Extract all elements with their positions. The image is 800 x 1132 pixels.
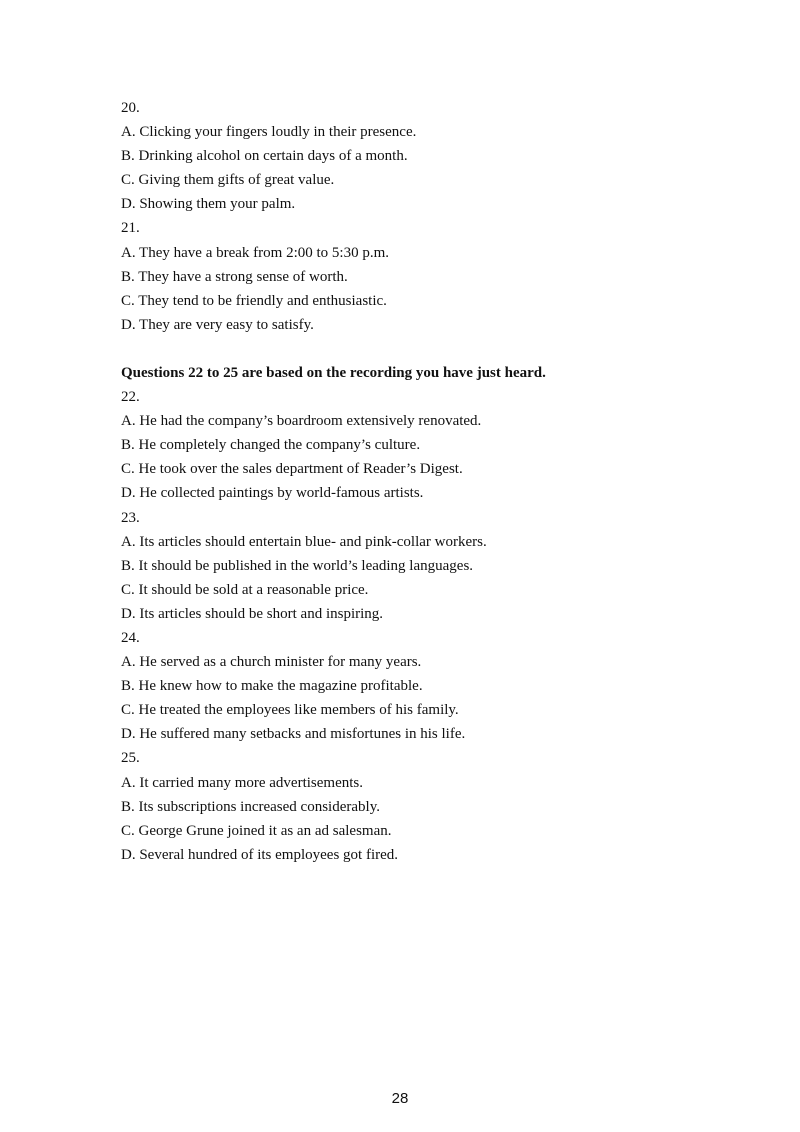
page-number: 28 bbox=[391, 1090, 409, 1107]
page-content bbox=[121, 96, 721, 867]
option-c: C. He took over the sales department of Reader’s Digest. bbox=[121, 461, 463, 478]
question-25 bbox=[121, 746, 721, 866]
question-number: 25. bbox=[121, 750, 140, 767]
question-22 bbox=[121, 385, 721, 505]
option-c: C. They tend to be friendly and enthusiastic. bbox=[121, 292, 387, 309]
option-c: C. George Grune joined it as an ad salesman. bbox=[121, 822, 392, 839]
question-number: 24. bbox=[121, 629, 140, 646]
option-c: C. Giving them gifts of great value. bbox=[121, 172, 335, 189]
option-d: D. He collected paintings by world-famous artists. bbox=[121, 485, 424, 502]
option-a: A. It carried many more advertisements. bbox=[121, 774, 363, 791]
question-number: 23. bbox=[121, 509, 140, 526]
question-20 bbox=[121, 96, 721, 216]
option-c: C. It should be sold at a reasonable price. bbox=[121, 581, 369, 598]
option-a: A. He served as a church minister for many years. bbox=[121, 654, 422, 671]
question-23 bbox=[121, 506, 721, 626]
question-number: 21. bbox=[121, 220, 140, 237]
option-b: B. It should be published in the world’s leading languages. bbox=[121, 557, 474, 574]
option-d: D. Showing them your palm. bbox=[121, 196, 296, 213]
option-a: A. They have a break from 2:00 to 5:30 p.m. bbox=[121, 244, 389, 261]
option-d: D. He suffered many setbacks and misfortunes in his life. bbox=[121, 726, 466, 743]
option-b: B. They have a strong sense of worth. bbox=[121, 268, 348, 285]
section-heading: Questions 22 to 25 are based on the recording you have just heard. bbox=[121, 364, 546, 381]
question-21 bbox=[121, 216, 721, 336]
option-c: C. He treated the employees like members of his family. bbox=[121, 702, 459, 719]
option-b: B. He completely changed the company’s culture. bbox=[121, 437, 421, 454]
option-b: B. Its subscriptions increased considerably. bbox=[121, 798, 380, 815]
question-number: 22. bbox=[121, 389, 140, 406]
option-d: D. Several hundred of its employees got fired. bbox=[121, 846, 399, 863]
question-number: 20. bbox=[121, 100, 140, 116]
option-d: D. Its articles should be short and inspiring. bbox=[121, 605, 384, 622]
option-a: A. Clicking your fingers loudly in their presence. bbox=[121, 124, 417, 141]
question-24 bbox=[121, 626, 721, 746]
option-a: A. Its articles should entertain blue- and pink-collar workers. bbox=[121, 533, 487, 550]
option-b: B. Drinking alcohol on certain days of a month. bbox=[121, 148, 408, 165]
option-b: B. He knew how to make the magazine profitable. bbox=[121, 678, 423, 695]
option-d: D. They are very easy to satisfy. bbox=[121, 316, 314, 333]
option-a: A. He had the company’s boardroom extensively renovated. bbox=[121, 413, 482, 430]
